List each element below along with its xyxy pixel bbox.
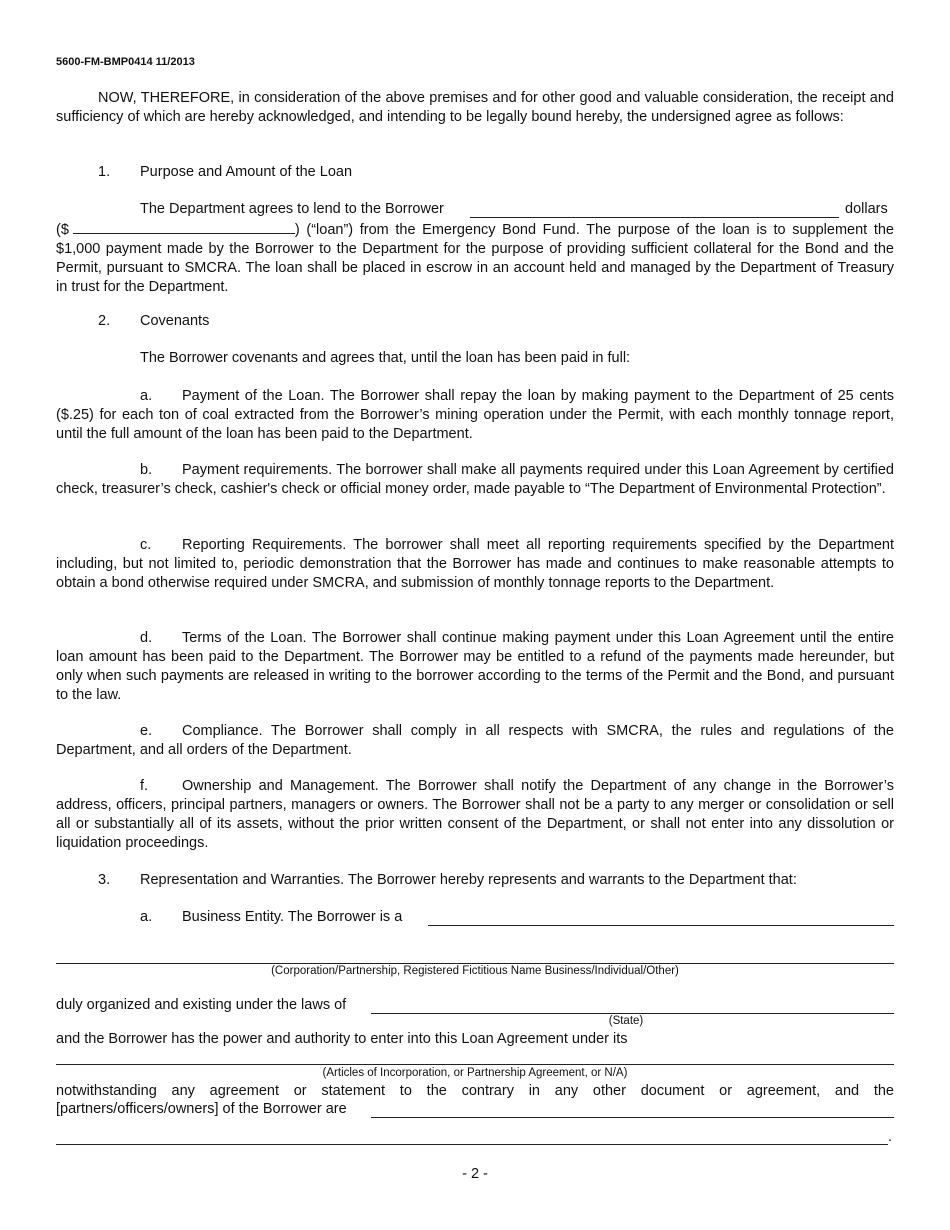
covenant-d-letter: d. bbox=[140, 630, 153, 646]
covenant-f-text: Ownership and Management. The Borrower shall notify the Department of any change in the Borrower’s address, officers, principal partners, managers or owners. The Borrower shall not be a party to any merger or consolidation or sell all or substantially all of its assets, without the prior written consent of the Department, or shall not enter into any dissolution or liquidation proceedings. bbox=[56, 778, 894, 851]
section-1-number: 1. bbox=[98, 164, 111, 180]
section-2-title: Covenants bbox=[140, 313, 210, 329]
section-2-number: 2. bbox=[98, 313, 111, 329]
dollar-sign-label: ($ bbox=[56, 222, 69, 238]
covenant-f-letter: f. bbox=[140, 778, 149, 794]
section-1-title: Purpose and Amount of the Loan bbox=[140, 164, 353, 180]
covenant-e-text: Compliance. The Borrower shall comply in all respects with SMCRA, the rules and regulations of the Department, and all orders of the Department. bbox=[56, 723, 894, 758]
closing-period: . bbox=[888, 1129, 893, 1145]
business-entity-line[interactable] bbox=[428, 925, 894, 926]
covenant-b-text: Payment requirements. The borrower shall make all payments required under this Loan Agreement by certified check, treasurer’s check, cashier's check or official money order, made payable to “The Department of Environmental Protection”. bbox=[56, 462, 894, 497]
covenant-d bbox=[56, 629, 894, 705]
business-entity-row bbox=[140, 908, 402, 927]
power-authority-label: and the Borrower has the power and authority to enter into this Loan Agreement under its bbox=[56, 1031, 628, 1047]
notwithstanding-line-1: notwithstanding any agreement or statement to the contrary in any other document or agreement, and the bbox=[56, 1083, 894, 1099]
covenant-a-letter: a. bbox=[140, 388, 153, 404]
page-number: - 2 - bbox=[462, 1166, 488, 1182]
section-2-heading bbox=[98, 312, 209, 331]
intro-paragraph: NOW, THEREFORE, in consideration of the above premises and for other good and valuable consideration, the receipt and sufficiency of which are hereby acknowledged, and intending to be legally bound hereby, the undersigned agree as follows: bbox=[56, 90, 894, 125]
covenant-b-letter: b. bbox=[140, 462, 153, 478]
organized-under-laws-label: duly organized and existing under the laws of bbox=[56, 997, 347, 1013]
loan-amount-words-line[interactable] bbox=[470, 217, 839, 218]
covenant-f bbox=[56, 777, 894, 853]
loan-amount-figure-line[interactable] bbox=[73, 219, 295, 234]
covenant-a bbox=[56, 387, 894, 444]
covenant-a-text: Payment of the Loan. The Borrower shall repay the loan by making payment to the Department of 25 cents ($.25) for each ton of coal extracted from the Borrower’s mining operation under the Permit, with each monthly tonnage report, until the full amount of the loan has been paid to the Department. bbox=[56, 388, 894, 442]
covenant-c-text: Reporting Requirements. The borrower shall meet all reporting requirements specified by the Department including, but not limited to, periodic demonstration that the Borrower has made and continues to make reasonable attempts to obtain a bond otherwise required under SMCRA, and submission of monthly tonnage reports to the Department. bbox=[56, 537, 894, 591]
business-entity-label: Business Entity. The Borrower is a bbox=[182, 909, 403, 925]
covenant-e bbox=[56, 722, 894, 760]
state-caption: (State) bbox=[608, 1015, 644, 1027]
covenant-c bbox=[56, 536, 894, 593]
covenants-lead: The Borrower covenants and agrees that, until the loan has been paid in full: bbox=[140, 350, 631, 366]
covenant-e-letter: e. bbox=[140, 723, 153, 739]
partners-officers-label: [partners/officers/owners] of the Borrower are bbox=[56, 1101, 347, 1117]
business-entity-letter: a. bbox=[140, 909, 153, 925]
entity-type-caption: (Corporation/Partnership, Registered Fictitious Name Business/Individual/Other) bbox=[271, 965, 679, 977]
covenant-b bbox=[56, 461, 894, 499]
articles-caption: (Articles of Incorporation, or Partnership Agreement, or N/A) bbox=[322, 1067, 628, 1079]
form-id: 5600-FM-BMP0414 11/2013 bbox=[56, 56, 195, 68]
section-1-paragraph bbox=[56, 219, 894, 297]
section-3-title: Representation and Warranties. The Borrower hereby represents and warrants to the Department that: bbox=[140, 872, 797, 888]
section-3-number: 3. bbox=[98, 872, 111, 888]
dollars-label: dollars bbox=[845, 201, 888, 217]
articles-line[interactable] bbox=[56, 1064, 894, 1065]
section-1-text: ) (“loan”) from the Emergency Bond Fund. The purpose of the loan is to supplement the $1,000 payment made by the Borrower to the Department for the purpose of providing sufficient collateral for the Bond and the Permit, pursuant to SMCRA. The loan shall be placed in escrow in an account held and managed by the Department of Treasury in trust for the Department. bbox=[56, 222, 894, 295]
covenant-c-letter: c. bbox=[140, 537, 152, 553]
partners-officers-line[interactable] bbox=[371, 1117, 894, 1118]
section-1-heading bbox=[98, 163, 352, 182]
section-3-heading bbox=[98, 871, 797, 890]
partners-officers-continuation-line[interactable] bbox=[56, 1144, 888, 1145]
covenant-d-text: Terms of the Loan. The Borrower shall continue making payment under this Loan Agreement until the entire loan amount has been paid to the Department. The Borrower may be entitled to a refund of the payments made hereunder, but only when such payments are released in writing to the borrower according to the terms of the Permit and the Bond, and pursuant to the law. bbox=[56, 630, 894, 703]
loan-amount-label: The Department agrees to lend to the Borrower bbox=[140, 201, 444, 217]
